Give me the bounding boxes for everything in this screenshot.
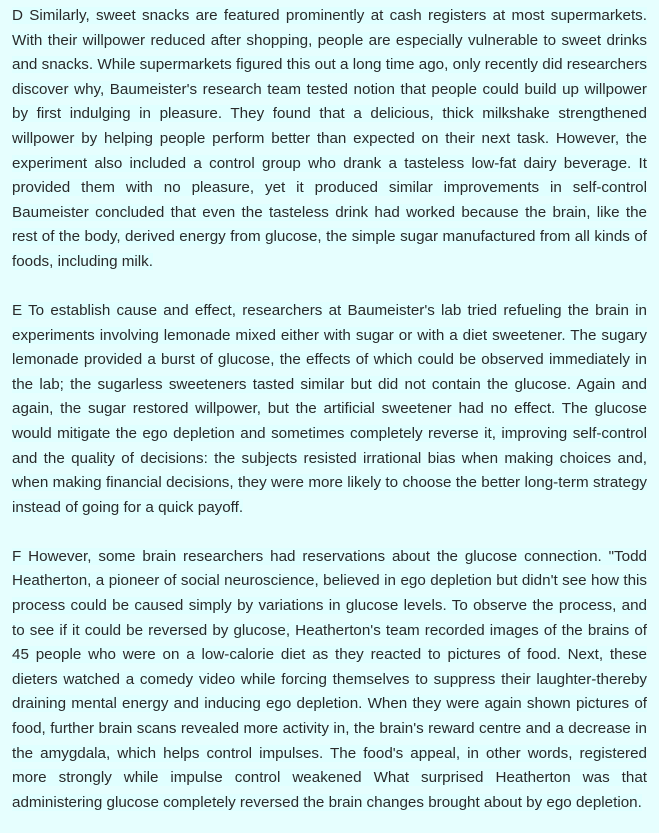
paragraph-f-text: F However, some brain researchers had reservations about the glucose connection. "Todd Heatherton, a pioneer of social neuroscience, believed in ego depletion but didn't see how this process could be caused simply by variations in glucose levels. To observe the process, and to see if it could be reversed by glucose, Heatherton's team recorded images of the brains of 45 people who were on a low-calorie diet as they reacted to pictures of food. Next, these dieters watched a comedy video while forcing themselves to suppress their laughter-thereby draining mental energy and inducing ego depletion. When they were again shown pictures of food, further brain scans revealed more activity in, the brain's reward centre and a decrease in the amygdala, which helps control impulses. The food's appeal, in other words, registered more strongly while impulse control weakened What surprised Heatherton was that administering glucose completely reversed the brain changes brought about by ego depletion. [12,547,647,811]
paragraph-f [12,545,647,816]
paragraph-e-text: E To establish cause and effect, researchers at Baumeister's lab tried refueling the brain in experiments involving lemonade mixed either with sugar or with a diet sweetener. The sugary lemonade provided a burst of glucose, the effects of which could be observed immediately in the lab; the sugarless sweeteners tasted similar but did not contain the glucose. Again and again, the sugar restored willpower, but the artificial sweetener had no effect. The glucose would mitigate the ego depletion and sometimes completely reverse it, improving self-control and the quality of decisions: the subjects resisted irrational bias when making choices and, when making financial decisions, they were more likely to choose the better long-term strategy instead of going for a quick payoff. [12,302,647,516]
paragraph-d-text: D Similarly, sweet snacks are featured prominently at cash registers at most supermarkets. With their willpower reduced after shopping, people are especially vulnerable to sweet drinks and snacks. While supermarkets figured this out a long time ago, only recently did researchers discover why, Baumeister's research team tested notion that people could build up willpower by first indulging in pleasure. They found that a delicious, thick milkshake strengthened willpower by helping people perform better than expected on their next task. However, the experiment also included a control group who drank a tasteless low-fat dairy beverage. It provided them with no pleasure, yet it produced similar improvements in self-control Baumeister concluded that even the tasteless drink had worked because the brain, like the rest of the body, derived energy from glucose, the simple sugar manufactured from all kinds of foods, including milk. [12,7,647,270]
paragraph-d [12,4,647,275]
paragraph-e [12,299,647,520]
